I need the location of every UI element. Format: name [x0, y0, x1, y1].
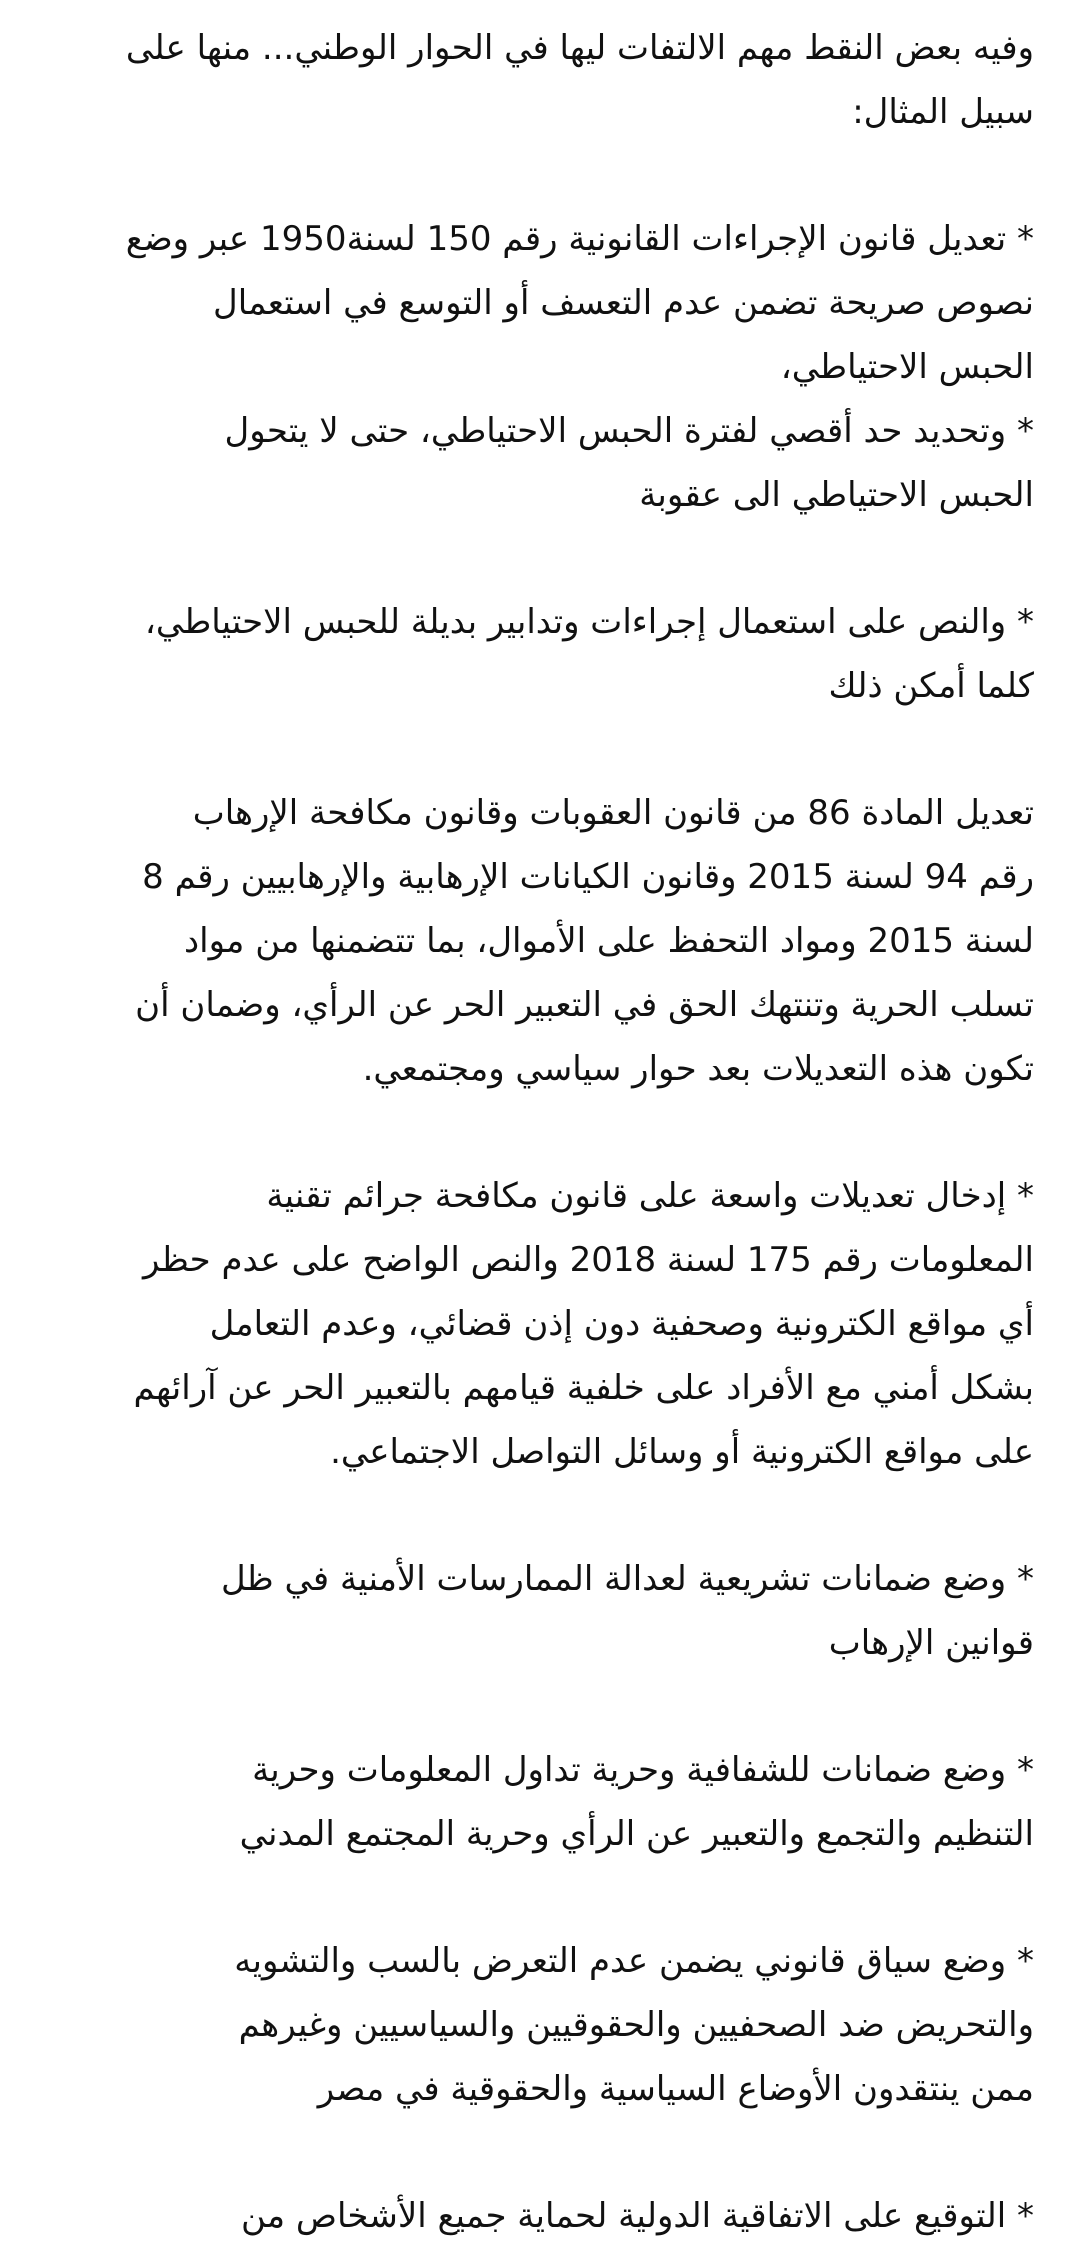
text-line: وفيه بعض النقط مهم الالتفات ليها في الحوار الوطني... منها على: [125, 28, 1034, 68]
text-line: التنظيم والتجمع والتعبير عن الرأي وحرية المجتمع المدني: [239, 1814, 1034, 1854]
text-line: كلما أمكن ذلك: [828, 666, 1034, 706]
text-line: أي مواقع الكترونية وصحفية دون إذن قضائي، وعدم التعامل: [209, 1304, 1034, 1344]
text-line: على مواقع الكترونية أو وسائل التواصل الاجتماعي.: [330, 1432, 1034, 1472]
text-line: * وتحديد حد أقصي لفترة الحبس الاحتياطي، حتى لا يتحول: [224, 411, 1034, 451]
cybercrime-law-paragraph: [34, 1164, 1034, 1484]
text-line: قوانين الإرهاب: [828, 1623, 1034, 1663]
text-line: تعديل المادة 86 من قانون العقوبات وقانون مكافحة الإرهاب: [192, 793, 1034, 833]
text-line: رقم 94 لسنة 2015 وقانون الكيانات الإرهابية والإرهابيين رقم 8: [142, 857, 1034, 897]
text-line: بشكل أمني مع الأفراد على خلفية قيامهم بالتعبير الحر عن آرائهم: [133, 1368, 1034, 1408]
text-line: نصوص صريحة تضمن عدم التعسف أو التوسع في استعمال: [213, 283, 1034, 323]
text-line: والتحريض ضد الصحفيين والحقوقيين والسياسيين وغيرهم: [238, 2005, 1034, 2045]
text-line: لسنة 2015 ومواد التحفظ على الأموال، بما تتضمنها من مواد: [184, 921, 1034, 961]
text-line: الحبس الاحتياطي،: [780, 347, 1034, 387]
intro-paragraph: [34, 16, 1034, 144]
text-line: ممن ينتقدون الأوضاع السياسية والحقوقية في مصر: [317, 2069, 1034, 2109]
text-line: * وضع ضمانات تشريعية لعدالة الممارسات الأمنية في ظل: [220, 1559, 1034, 1599]
transparency-paragraph: [34, 1738, 1034, 1866]
terrorism-law-paragraph: [34, 781, 1034, 1101]
alternatives-paragraph: [34, 590, 1034, 718]
text-line: * إدخال تعديلات واسعة على قانون مكافحة جرائم تقنية: [266, 1176, 1034, 1216]
text-line: * وضع ضمانات للشفافية وحرية تداول المعلومات وحرية: [252, 1750, 1034, 1790]
text-line: * وضع سياق قانوني يضمن عدم التعرض بالسب والتشويه: [234, 1941, 1034, 1981]
text-line: * والنص على استعمال إجراءات وتدابير بديلة للحبس الاحتياطي،: [144, 602, 1034, 642]
text-line: * التوقيع على الاتفاقية الدولية لحماية جميع الأشخاص من: [241, 2196, 1034, 2236]
convention-paragraph: [34, 2184, 1034, 2248]
legal-protection-paragraph: [34, 1929, 1034, 2121]
criminal-procedure-paragraph: [34, 207, 1034, 527]
text-line: تسلب الحرية وتنتهك الحق في التعبير الحر عن الرأي، وضمان أن: [135, 985, 1034, 1025]
text-line: المعلومات رقم 175 لسنة 2018 والنص الواضح على عدم حظر: [143, 1240, 1034, 1280]
text-line: تكون هذه التعديلات بعد حوار سياسي ومجتمعي.: [362, 1049, 1034, 1089]
text-line: * تعديل قانون الإجراءات القانونية رقم 150 لسنة1950 عبر وضع: [125, 219, 1034, 259]
text-line: الحبس الاحتياطي الى عقوبة: [639, 475, 1034, 515]
security-practices-paragraph: [34, 1547, 1034, 1675]
text-line: سبيل المثال:: [852, 92, 1034, 132]
